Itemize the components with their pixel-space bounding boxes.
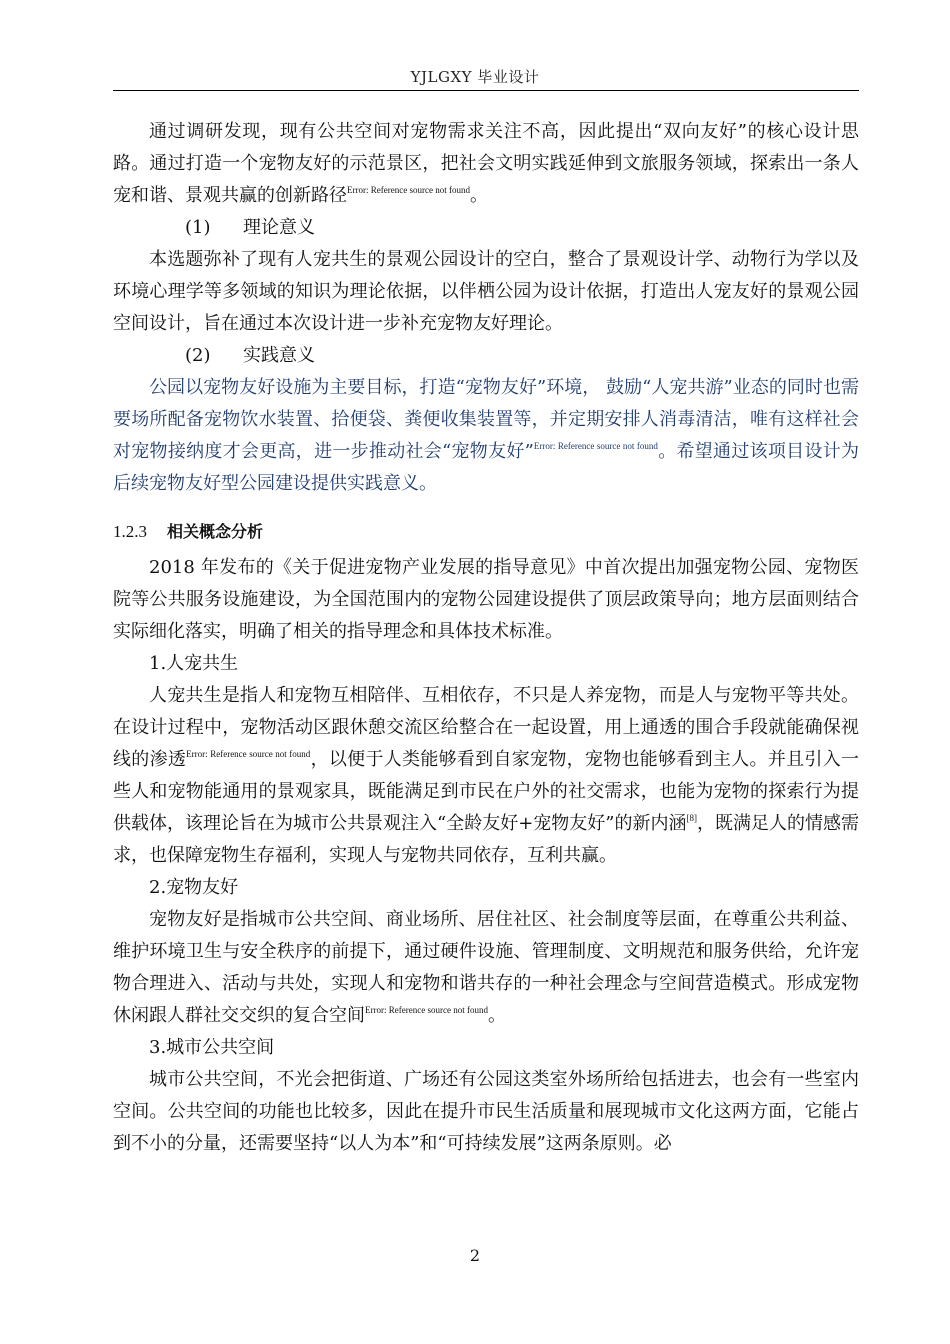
paragraph-text: 宠物友好是指城市公共空间、商业场所、居住社区、社会制度等层面，在尊重公共利益、维护环境卫生与安全秩序的前提下，通过硬件设施、管理制度、文明规范和服务供给，允许宠物合理进入、活动与共处，实现人和宠物和谐共存的一种社会理念与空间营造模式。形成宠物休闲跟人群社交交织的复合空间 bbox=[113, 909, 859, 1026]
paragraph-intro bbox=[113, 116, 859, 212]
paragraph-policy: 2018 年发布的《关于促进宠物产业发展的指导意见》中首次提出加强宠物公园、宠物医院等公共服务设施建设，为全国范围内的宠物公园建设提供了顶层政策导向；地方层面则结合实际细化落实，明确了相关的指导理念和具体技术标准。 bbox=[113, 557, 859, 642]
page-number: 2 bbox=[469, 1246, 481, 1265]
paragraph-coexistence bbox=[113, 680, 859, 872]
paragraph-text: 公园以宠物友好设施为主要目标，打造“宠物友好”环境， 鼓励“人宠共游”业态的同时也需要场所配备宠物饮水装置、拾便袋、粪便收集装置等，并定期安排人消毒清洁，唯有这样社会对宠物接纳度才会更高，进一步推动社会“宠物友好” bbox=[113, 377, 859, 462]
paragraph-text: 。希望通过该项目设计为后续宠物友好型公园建设提供实践意义。 bbox=[113, 441, 860, 494]
heading-number: (1) bbox=[185, 217, 211, 238]
heading-number: (2) bbox=[185, 345, 211, 366]
section-title: 相关概念分析 bbox=[167, 522, 264, 541]
citation-mark: [8] bbox=[686, 813, 697, 823]
reference-error: Error: Reference source not found bbox=[347, 185, 470, 195]
heading-text: 理论意义 bbox=[243, 217, 315, 238]
document-body bbox=[113, 116, 859, 1160]
reference-error: Error: Reference source not found bbox=[533, 441, 658, 451]
subheading-pet-friendly: 2.宠物友好 bbox=[149, 877, 239, 898]
section-heading bbox=[113, 516, 859, 548]
paragraph-text: 通过调研发现，现有公共空间对宠物需求关注不高，因此提出“双向友好”的核心设计思路。通过打造一个宠物友好的示范景区，把社会文明实践延伸到文旅服务领域，探索出一条人宠和谐、景观共赢的创新路径 bbox=[113, 121, 859, 206]
paragraph-text: 人宠共生是指人和宠物互相陪伴、互相依存，不只是人养宠物，而是人与宠物平等共处。在设计过程中，宠物活动区跟休憩交流区给整合在一起设置，用上通透的围合手段就能确保视线的渗透 bbox=[113, 685, 859, 770]
reference-error: Error: Reference source not found bbox=[186, 749, 311, 759]
paragraph-text: ，既满足人的情感需求，也保障宠物生存福利，实现人与宠物共同依存，互利共赢。 bbox=[113, 813, 860, 866]
subheading-public-space: 3.城市公共空间 bbox=[149, 1037, 275, 1058]
paragraph-public-space: 城市公共空间，不光会把街道、广场还有公园这类室外场所给包括进去，也会有一些室内空间。公共空间的功能也比较多，因此在提升市民生活质量和展现城市文化这两方面，它能占到不小的分量，还需要坚持“以人为本”和“可持续发展”这两条原则。必 bbox=[113, 1069, 859, 1154]
paragraph-theory: 本选题弥补了现有人宠共生的景观公园设计的空白，整合了景观设计学、动物行为学以及环境心理学等多领域的知识为理论依据，以伴栖公园为设计依据，打造出人宠友好的景观公园空间设计，旨在通过本次设计进一步补充宠物友好理论。 bbox=[113, 249, 859, 334]
subheading-coexistence: 1.人宠共生 bbox=[149, 653, 239, 674]
page-header: YJLGXY 毕业设计 bbox=[410, 68, 540, 86]
paragraph-text: 。 bbox=[469, 185, 488, 206]
header-divider bbox=[113, 90, 859, 91]
paragraph-pet-friendly bbox=[113, 904, 859, 1032]
numbered-heading-practice bbox=[113, 340, 859, 372]
paragraph-text: ，以便于人类能够看到自家宠物，宠物也能够看到主人。并且引入一些人和宠物能通用的景观家具，既能满足到市民在户外的社交需求，也能为宠物的探索行为提供载体，该理论旨在为城市公共景观注入“全龄友好+宠物友好”的新内涵 bbox=[113, 749, 859, 834]
paragraph-practice bbox=[113, 372, 859, 500]
section-number: 1.2.3 bbox=[113, 522, 147, 541]
paragraph-text: 。 bbox=[487, 1005, 506, 1026]
reference-error: Error: Reference source not found bbox=[365, 1005, 488, 1015]
numbered-heading-theory bbox=[113, 212, 859, 244]
heading-text: 实践意义 bbox=[243, 345, 315, 366]
